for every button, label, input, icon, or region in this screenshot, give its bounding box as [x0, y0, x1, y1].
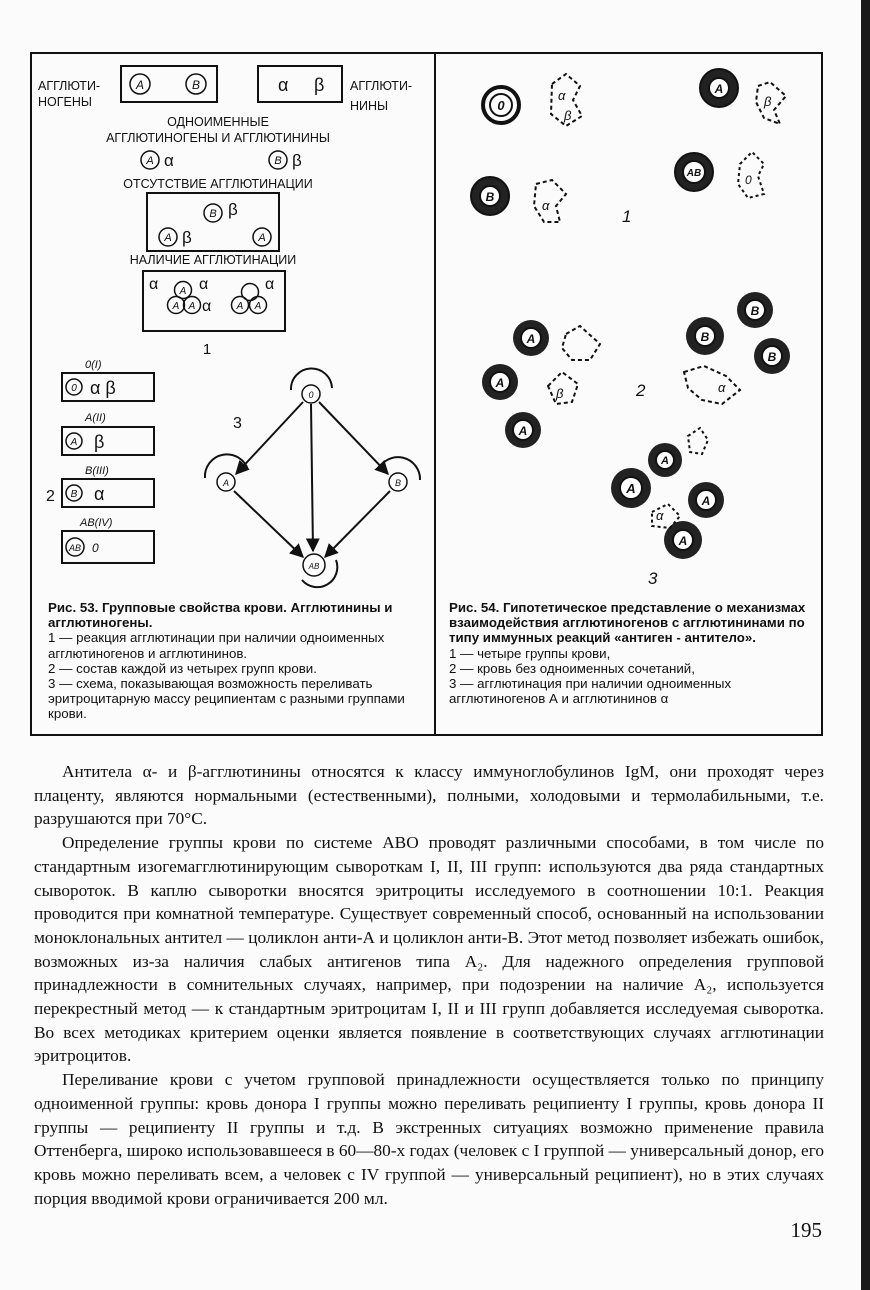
arrow-0-to-b: [319, 402, 388, 474]
arrow-0-to-a: [236, 402, 303, 474]
absence-a2-letter: A: [258, 232, 266, 244]
p2-cell-a1-label: A: [526, 332, 536, 346]
cell-b-label: B: [485, 190, 495, 204]
cell-a-label: A: [714, 82, 724, 96]
group-a-antigen: A: [70, 437, 78, 448]
node-ab-label: AB: [308, 562, 320, 571]
panel3-number: 3: [233, 415, 242, 432]
arrow-0-to-ab: [311, 404, 313, 551]
page-number: 195: [790, 1218, 822, 1242]
blob4-zero: 0: [745, 173, 752, 187]
same-name-heading-line1: ОДНОИМЕННЫЕ: [167, 115, 269, 129]
absence-b-letter: B: [209, 208, 217, 220]
presence-box: [143, 271, 285, 331]
agglutinins-box: [258, 66, 342, 102]
fig54-caption-line-1: 1 — четыре группы крови,: [449, 645, 611, 661]
absence-beta-left: β: [182, 228, 192, 247]
fig54-caption-line-2: 2 — кровь без одноименных сочетаний,: [449, 660, 695, 676]
presence-alpha-3: α: [265, 276, 275, 293]
fig54-panel1: [471, 69, 786, 226]
agglutinin-alpha: α: [278, 75, 289, 95]
fig54-caption-title: Рис. 54. Гипотетическое представление о механизмах взаимодействия агглютиногенов с агглютининами по типу иммунных реакций «антиген - антитело».: [449, 600, 806, 646]
cluster2-cell-right-letter: A: [254, 301, 262, 312]
cell-0-label: 0: [497, 98, 505, 113]
antigen-a-letter: A: [135, 78, 145, 92]
group-a-label: A(II): [85, 412, 106, 424]
fig53-caption-title: Рис. 53. Групповые свойства крови. Агглютинины и агглютиногены.: [48, 600, 393, 631]
paragraph-antibodies: Антитела α- и β-агглютинины относятся к классу иммуноглобулинов IgM, они проходят через плаценту, являются нормальными (естественными), полными, холодовыми и термолабильными, т.е. разрушаются при 70°С.: [34, 762, 824, 829]
same-name-heading-line2: АГГЛЮТИНОГЕНЫ И АГГЛЮТИНИНЫ: [106, 131, 330, 145]
p3-cell-1-label: A: [626, 481, 636, 496]
pair-antigen-b-letter: B: [274, 155, 282, 167]
absence-heading: ОТСУТСТВИЕ АГГЛЮТИНАЦИИ: [123, 177, 313, 191]
agglutinin-blob-3: [534, 180, 566, 222]
agglutinins-label-line2: НИНЫ: [350, 99, 389, 113]
p2-cell-a3-label: A: [518, 424, 528, 438]
group-ab-antigen: AB: [68, 543, 82, 553]
presence-alpha-2: α: [199, 276, 209, 293]
group-b-label: B(III): [85, 465, 109, 477]
p3-blob2-alpha: α: [656, 508, 664, 523]
group-ab-label: AB(IV): [80, 517, 113, 529]
group-b-antigen: B: [70, 489, 78, 500]
cluster2-cell-left-letter: A: [236, 301, 244, 312]
group-0-antigen: 0: [71, 383, 77, 394]
fig54-panel3-number: 3: [648, 569, 658, 588]
p2-blob-1: [562, 326, 600, 360]
fig54-panel1-number: 1: [622, 207, 632, 226]
paragraph-transfusion: Переливание крови с учетом групповой принадлежности осуществляется только по принципу одноименной группы: кровь донора I группы можно переливать реципиенту I группы, кровь донора II группы — реципиенту II группы и т.д. В экстренных ситуациях возможно применение правила Оттенберга, широко использовавшееся в 60—80-х годах (человек с I группой — универсальный донор, его кровь можно переливать всем, а человек с IV группой — универсальный реципиент), но в этих случаях порция вводимой крови ограничивается 200 мл.: [34, 1070, 824, 1208]
blob1-alpha: α: [558, 88, 566, 103]
blob1-beta: β: [564, 108, 572, 123]
pair-antigen-a-letter: A: [146, 155, 154, 167]
paragraph-blood-typing: Определение группы крови по системе АВО проводят различными способами, в том числе по стандартным изогемагглютинирующим сывороткам I, II, III групп: используются два ряда стандартных сывороток. В каплю сыворотки вносятся эритроциты исследуемого в соотношении 10:1. Реакция проводится при комнатной температуре. Существует современный способ, основанный на использовании моноклональных антител — цоликлон анти-А и цоликлон анти-В. Этот метод позволяет избежать ошибок, возможных из-за наличия слабых антигенов типа А₂. Для надежного определения групповой принадлежности в сомнительных случаях, например, при подозрении на наличие А₂, используется перекрестный метод — к стандартным эритроцитам I, II и III групп добавляется исследуемая сыворотка. Во всех методиках критерием оценки является появление в соответствующих случаях агглютинации эритроцитов.: [34, 833, 824, 1066]
blob3-alpha: α: [542, 198, 550, 213]
arrow-a-to-ab: [234, 491, 303, 557]
pair-agglutinin-beta: β: [292, 151, 302, 170]
p2-blob2-beta: β: [556, 386, 564, 401]
cluster1-cell-right-letter: A: [188, 301, 196, 312]
group-b-agglutinins: α: [94, 484, 105, 504]
fig54-panel2: [482, 292, 790, 448]
absence-beta-top: β: [228, 200, 238, 219]
p3-blob-1: [688, 428, 708, 454]
fig53-caption-line-1: 1 — реакция агглютинации при наличии одноименных агглютиногенов и агглютининов.: [48, 630, 385, 661]
panel2-number: 2: [46, 488, 55, 505]
p2-cell-a2-label: A: [495, 376, 505, 390]
group-0-agglutinins: α β: [90, 378, 116, 398]
p2-cell-b2-label: B: [750, 304, 760, 318]
pair-agglutinin-alpha: α: [164, 151, 174, 170]
fig54-caption-line-3: 3 — агглютинация при наличии одноименных агглютиногенов А и агглютининов α: [449, 676, 732, 707]
agglutinogens-label-line2: НОГЕНЫ: [38, 95, 92, 109]
p3-cell-3-label: A: [701, 494, 711, 508]
fig54-panel3: [611, 428, 724, 588]
arrow-b-to-ab: [325, 491, 390, 557]
p2-blob3-alpha: α: [718, 380, 726, 395]
presence-heading: НАЛИЧИЕ АГГЛЮТИНАЦИИ: [129, 253, 297, 267]
cluster1-cell-left-letter: A: [172, 301, 180, 312]
cell-ab-label: AB: [686, 168, 702, 179]
p2-blob-3: [684, 366, 740, 404]
group-0-label: 0(I): [85, 359, 102, 371]
node-b-label: B: [394, 478, 402, 488]
fig53-caption-line-3: 3 — схема, показывающая возможность переливать эритроцитарную массу реципиентам с разными группами крови.: [48, 676, 405, 722]
fig53-panel1: [38, 66, 412, 358]
p2-cell-b3-label: B: [767, 350, 777, 364]
cluster1-cell-top-letter: A: [179, 286, 187, 297]
p2-cell-b1-label: B: [700, 330, 710, 344]
fig54-caption: [449, 600, 821, 706]
node-0-label: 0: [308, 390, 314, 400]
p3-cell-4-label: A: [678, 534, 688, 548]
node-a-label: A: [222, 478, 230, 488]
fig53-panel2: [46, 359, 154, 563]
fig53-caption: [48, 600, 430, 722]
fig53-caption-line-2: 2 — состав каждой из четырех групп крови.: [48, 660, 317, 676]
body-text: [34, 760, 824, 1210]
fig54-panel2-number: 2: [636, 381, 646, 400]
panel1-number: 1: [202, 341, 212, 358]
agglutinogens-label-line1: АГГЛЮТИ-: [38, 79, 101, 93]
antigen-b-letter: B: [191, 78, 201, 92]
group-ab-agglutinins: 0: [92, 541, 99, 555]
fig53-panel3: [205, 368, 420, 587]
absence-a-letter: A: [164, 232, 172, 244]
blob2-beta: β: [764, 94, 772, 109]
presence-alpha-4: α: [202, 298, 212, 315]
agglutinins-label-line1: АГГЛЮТИ-: [350, 79, 413, 93]
p3-cell-2-label: A: [661, 455, 669, 467]
presence-alpha-1: α: [149, 276, 159, 293]
group-a-agglutinins: β: [94, 432, 105, 452]
agglutinin-beta: β: [314, 75, 325, 95]
